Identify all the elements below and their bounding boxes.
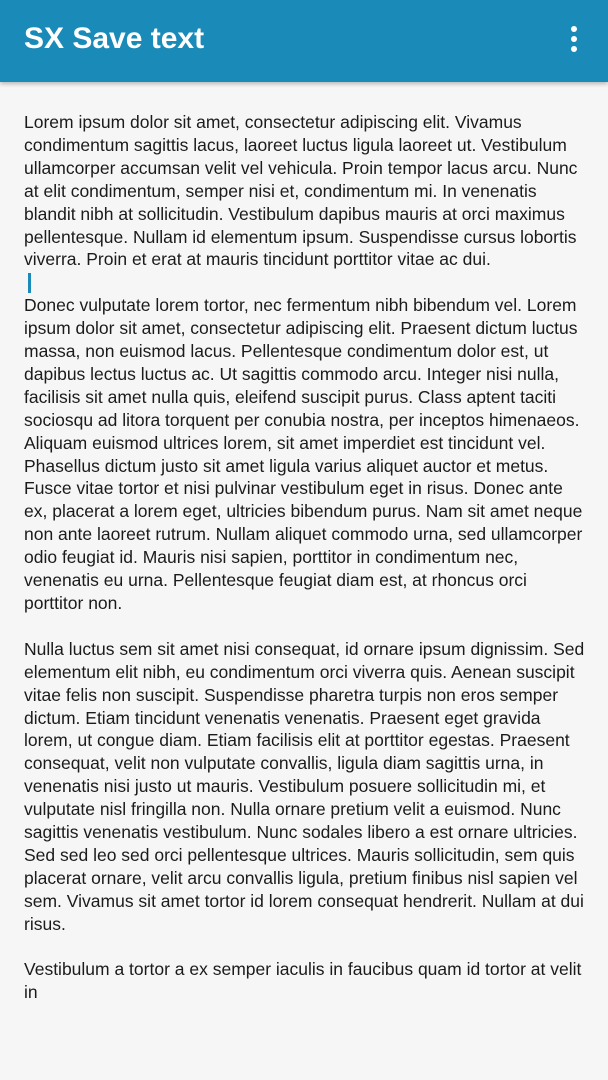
editor-paragraph-2: Donec vulputate lorem tortor, nec fermentum nibh bibendum vel. Lorem ipsum dolor sit amet, consectetur adipiscing elit. Praesent dictum luctus massa, non euismod lacus. Pellentesque condimentum dolor est, ut dapibus lectus luctus ac. Ut sagittis commodo arcu. Integer nisi nulla, facilisis sit amet nulla quis, eleifend suscipit purus. Class aptent taciti sociosqu ad litora torquent per conubia nostra, per inceptos himenaeos. Aliquam euismod ultrices lorem, sit amet imperdiet est tincidunt vel. Phasellus dictum justo sit amet ligula varius aliquet auctor et metus. Fusce vitae tortor et nisi pulvinar vestibulum eget in risus. Donec ante ex, placerat a lorem eget, ultricies bibendum purus. Nam sit amet neque non ante laoreet rutrum. Nullam aliquet commodo urna, sed ullamcorper odio feugiat id. Mauris nisi sapien, porttitor in condimentum nec, venenatis eu urna. Pellentesque feugiat diam est, at rhoncus orci porttitor non.	[24, 295, 583, 614]
more-vert-icon-dot	[571, 46, 577, 52]
more-options-button[interactable]	[556, 17, 592, 61]
app-title: SX Save text	[24, 22, 205, 55]
editor-paragraph-3: Nulla luctus sem sit amet nisi consequat, id ornare ipsum dignissim. Sed elementum elit nibh, eu condimentum orci viverra quis. Aenean suscipit vitae felis non suscipit. Suspendisse pharetra turpis non eros semper dictum. Etiam tincidunt venenatis venenatis. Praesent eget gravida lorem, ut congue diam. Etiam facilisis elit at porttitor egestas. Praesent consequat, velit non vulputate convallis, ligula diam sagittis urna, in venenatis nisi justo ut mauris. Vestibulum posuere sollicitudin mi, et vulputate nisl fringilla non. Nulla ornare pretium velit a euismod. Nunc sagittis venenatis vestibulum. Nunc sodales libero a est ornare ultricies. Sed sed leo sed orci pellentesque ultrices. Mauris sollicitudin, sem quis placerat ornare, velit arcu convallis ligula, pretium finibus nisl sapien vel sem. Vivamus sit amet tortor id lorem consequat hendrerit. Nullam at dui risus.	[24, 638, 585, 934]
editor-paragraph-1: Lorem ipsum dolor sit amet, consectetur adipiscing elit. Vivamus condimentum sagittis lacus, laoreet luctus ligula laoreet ut. Vestibulum ullamcorper accumsan velit vel vehicula. Proin tempor lacus arcu. Nunc at elit condimentum, semper nisi et, condimentum mi. In venenatis blandit nibh at sollicitudin. Vestibulum dapibus mauris at orci maximus pellentesque. Nullam id elementum ipsum. Suspendisse cursus lobortis viverra. Proin et erat at mauris tincidunt porttitor vitae ac dui.	[24, 112, 578, 270]
empty-line	[24, 615, 588, 638]
empty-line	[24, 936, 588, 959]
editor-paragraph-4: Vestibulum a tortor a ex semper iaculis in faucibus quam id tortor at velit in	[24, 959, 582, 1003]
text-cursor	[28, 273, 31, 293]
more-vert-icon	[571, 26, 577, 32]
empty-line	[24, 271, 588, 294]
more-vert-icon-dot	[571, 36, 577, 42]
text-editor[interactable]	[0, 82, 608, 1080]
app-bar	[0, 0, 608, 82]
